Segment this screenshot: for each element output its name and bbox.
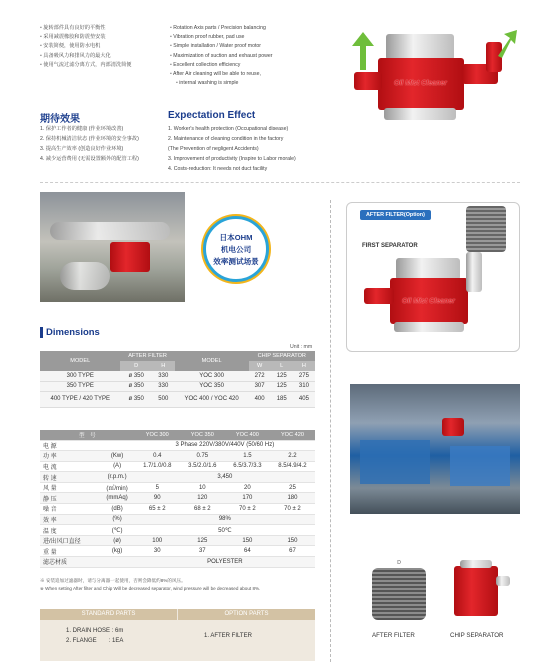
standard-parts (40, 609, 177, 646)
spec-value: 25 (270, 482, 315, 493)
cell: ø 350 (120, 371, 151, 381)
spec-value: 20 (225, 482, 270, 493)
effect-en-item: 1. Worker's health protection (Occupational disease) (168, 126, 289, 132)
feature-en: ▪ Maximization of suction and exhaust power (170, 52, 315, 61)
spec-row (40, 535, 315, 546)
features-cn-list (40, 24, 170, 70)
factory-photo (350, 384, 520, 514)
cell: 272 (249, 371, 271, 381)
hero-brand: Oil Mist Cleaner (394, 80, 447, 87)
hero-base (384, 108, 456, 120)
spec-unit: (㎥/min) (99, 482, 134, 493)
dimensions-table (40, 351, 315, 408)
hero-inlet-pipe (354, 72, 382, 90)
sub-w: W (249, 361, 271, 371)
cell: 400 (249, 391, 271, 407)
spec-row (40, 461, 315, 472)
feature-cn: ▪ 具备吸风力和排风力的最大化 (40, 52, 170, 61)
table-row (40, 371, 315, 381)
spec-unit: (℃) (99, 525, 134, 536)
seal-line: 机电公司 (220, 245, 252, 254)
spec-value: 30 (135, 546, 180, 557)
spec-label: 重 量 (40, 546, 99, 557)
spec-label: 静 压 (40, 493, 99, 504)
col-after-filter: AFTER FILTER (120, 351, 174, 361)
spec-value: 150 (270, 535, 315, 546)
spec-value: 120 (180, 493, 225, 504)
spec-header: YOC 420 (270, 430, 315, 440)
spec-value: 1.5 (225, 451, 270, 462)
effect-en-item: 4. Costs-reduction: It needs not duct facility (168, 166, 268, 172)
sub-h: H (293, 361, 315, 371)
effect-cn-item: 1. 保护工作者的健康 (作业环境改善) (40, 126, 124, 132)
cell: 185 (271, 391, 293, 407)
feature-cn: ▪ 使用气流过滤分离方式，内部清洗简便 (40, 61, 170, 70)
spec-value: 150 (225, 535, 270, 546)
spec-header: YOC 350 (180, 430, 225, 440)
features-en-list (170, 24, 315, 88)
spec-label: 效 率 (40, 514, 99, 525)
spec-value: 2.2 (270, 451, 315, 462)
product-hero-image (350, 20, 520, 140)
column-divider (330, 200, 331, 662)
spec-header: YOC 300 (135, 430, 180, 440)
cell: YOC 350 (175, 381, 249, 391)
spec-value: 70 ± 2 (225, 504, 270, 515)
spec-row (40, 525, 315, 536)
spec-label: 转 速 (40, 472, 99, 483)
spec-value: 170 (225, 493, 270, 504)
option-part: 1. AFTER FILTER (204, 633, 252, 639)
spec-value: 8.5/4.9/4.2 (270, 461, 315, 472)
effect-cn-item: 3. 提高生产效率 (创造良好作业环境) (40, 146, 124, 152)
spec-value: 100 (135, 535, 180, 546)
spec-unit: (mmAq) (99, 493, 134, 504)
dimensions-title: Dimensions (40, 327, 100, 338)
feature-en: ▪ Rotation Axis parts / Precision balancing (170, 24, 315, 33)
feature-en: ▪ Excellent collection efficiency (170, 61, 315, 70)
effect-en-list (168, 124, 296, 174)
table-row (40, 381, 315, 391)
standard-part: 2. FLANGE : 1EA (66, 638, 124, 644)
hero-top-cap (386, 34, 454, 60)
photo-duct (50, 222, 170, 240)
spec-unit (99, 557, 134, 568)
note-cn: ※ 安装追加过滤器时，请与分离器一起使用，否则会降低约8%的风压。 (40, 578, 186, 583)
spec-value: 65 ± 2 (135, 504, 180, 515)
cell: 330 (152, 371, 175, 381)
spec-label: 温 度 (40, 525, 99, 536)
spec-row (40, 504, 315, 515)
standard-part: 1. DRAIN HOSE : 6m (66, 628, 124, 634)
col-model: MODEL (175, 351, 249, 371)
sep-base (394, 322, 464, 332)
spec-value: 67 (270, 546, 315, 557)
chip-separator-caption: CHIP SEPARATOR (450, 632, 504, 639)
feature-en: ▪ Vibration proof rubber, pad use (170, 33, 315, 42)
effect-cn-item: 2. 保持机械清洁状态 (作业环境的安全事故) (40, 136, 139, 142)
spec-label: 滤芯材质 (40, 557, 99, 568)
cell: 125 (271, 381, 293, 391)
feature-cn: ▪ 安装简便，使用防水电机 (40, 42, 170, 51)
spec-unit: (r.p.m.) (99, 472, 134, 483)
spec-label: 进/出风口直径 (40, 535, 99, 546)
spec-value: 6.5/3.7/3.3 (225, 461, 270, 472)
feature-en: ▪ Simple installation / Water proof motor (170, 42, 315, 51)
col-chip-separator: CHIP SEPARATOR (249, 351, 315, 361)
specs-table (40, 430, 315, 568)
effect-cn-item: 4. 减少运营费用 (无需设置额外的配管工程) (40, 156, 139, 162)
cell: YOC 300 (175, 371, 249, 381)
spec-row (40, 546, 315, 557)
photo-machine (360, 440, 430, 484)
spec-value: 37 (180, 546, 225, 557)
cell: 300 TYPE (40, 371, 120, 381)
cell: YOC 400 / YOC 420 (175, 391, 249, 407)
chip-outlet (496, 576, 510, 586)
after-filter-drawing (366, 560, 432, 622)
cell: 275 (293, 371, 315, 381)
spec-unit: (dB) (99, 504, 134, 515)
spec-unit: (Kw) (99, 451, 134, 462)
feature-en: ▪ After Air cleaning will be able to reuse, (170, 70, 315, 79)
photo-unit (442, 418, 464, 436)
parts-box (40, 609, 315, 661)
effect-en-item: 3. Improvement of productivity (Inspire to Labor morale) (168, 156, 296, 162)
spec-label: 功 率 (40, 451, 99, 462)
unit-label: Unit : mm (290, 344, 313, 350)
effect-en-item: (The Prevention of negligent Accidents) (168, 146, 259, 152)
cell: ø 350 (120, 381, 151, 391)
sub-d: D (120, 361, 151, 371)
option-parts-header: OPTION PARTS (178, 609, 315, 620)
after-filter-caption: AFTER FILTER (372, 632, 415, 639)
green-arrow-icon (496, 28, 518, 58)
standard-parts-header: STANDARD PARTS (40, 609, 177, 620)
seal-line: 效率测试场景 (213, 257, 259, 266)
note-en: ※ When setting After filter and Chip Will be decreased separator, wind pressure will be decreased about 8%. (40, 585, 261, 591)
spec-value: 50℃ (135, 525, 315, 536)
spec-row (40, 472, 315, 483)
sep-top (396, 258, 460, 280)
sub-l: L (271, 361, 293, 371)
effect-heading-cn: 期待效果 (40, 114, 80, 125)
spec-label: 电 源 (40, 440, 99, 451)
spec-value: 3,450 (135, 472, 315, 483)
spec-row (40, 451, 315, 462)
photo-hose (60, 262, 110, 290)
feature-cn: ▪ 旋转部件具有良好的平衡性 (40, 24, 170, 33)
cell: ø 350 (120, 391, 151, 407)
spec-row (40, 514, 315, 525)
spec-value: 98% (135, 514, 315, 525)
spec-value: 1.7/1.0/0.8 (135, 461, 180, 472)
spec-unit (99, 440, 134, 451)
spec-value: 5 (135, 482, 180, 493)
dim-d: D (397, 560, 401, 566)
spec-label: 噪 音 (40, 504, 99, 515)
after-filter-tag: AFTER FILTER(Option) (360, 210, 431, 220)
sep-brand: Oil Mist Cleaner (402, 298, 455, 305)
spec-value: 0.4 (135, 451, 180, 462)
effect-cn-list (40, 124, 139, 164)
feature-cn: ▪ 采用减震橡胶和防震垫安装 (40, 33, 170, 42)
spec-label: 风 量 (40, 482, 99, 493)
effect-heading-en: Expectation Effect (168, 110, 256, 121)
spec-value: 180 (270, 493, 315, 504)
spec-label: 电 流 (40, 461, 99, 472)
cell: 405 (293, 391, 315, 407)
chip-top (460, 560, 492, 568)
spec-row (40, 482, 315, 493)
sep-riser (466, 252, 482, 292)
filter-cylinder (372, 568, 426, 620)
photo-machine (450, 446, 510, 486)
photo-unit (110, 242, 150, 272)
sub-h: H (152, 361, 175, 371)
cell: 310 (293, 381, 315, 391)
col-model: MODEL (40, 351, 120, 371)
spec-value: 125 (180, 535, 225, 546)
first-separator-label: FIRST SEPARATOR (362, 243, 418, 249)
cell: 350 TYPE (40, 381, 120, 391)
spec-unit: (A) (99, 461, 134, 472)
cell: 307 (249, 381, 271, 391)
table-row (40, 391, 315, 407)
cell: 125 (271, 371, 293, 381)
green-arrow-icon (350, 30, 376, 70)
installation-photo (40, 192, 185, 302)
spec-value: 10 (180, 482, 225, 493)
sep-inlet (364, 288, 394, 304)
cell: 400 TYPE / 420 TYPE (40, 391, 120, 407)
chip-separator-drawing (440, 556, 520, 622)
spec-row (40, 557, 315, 568)
feature-en: ▪ internal washing is simple (170, 79, 315, 88)
cell: 500 (152, 391, 175, 407)
spec-unit: (%) (99, 514, 134, 525)
chip-body (454, 566, 498, 616)
spec-row (40, 493, 315, 504)
spec-value: 70 ± 2 (270, 504, 315, 515)
after-filter-image (466, 206, 506, 252)
seal-line: 日本OHM (219, 233, 253, 242)
spec-value: 3.5/2.0/1.6 (180, 461, 225, 472)
spec-value: 3 Phase 220V/380V/440V (50/60 Hz) (135, 440, 315, 451)
cell: 330 (152, 381, 175, 391)
section-divider (40, 182, 520, 183)
spec-value: 64 (225, 546, 270, 557)
spec-header: YOC 400 (225, 430, 270, 440)
effect-en-item: 2. Maintenance of cleaning condition in the factory (168, 136, 284, 142)
spec-unit: (kg) (99, 546, 134, 557)
spec-header: 型 号 (40, 430, 135, 440)
option-parts (178, 609, 315, 641)
spec-row (40, 440, 315, 451)
spec-unit: (ø) (99, 535, 134, 546)
spec-value: 0.75 (180, 451, 225, 462)
test-site-seal (203, 216, 269, 282)
spec-value: 68 ± 2 (180, 504, 225, 515)
separator-image (356, 258, 506, 344)
notes (40, 577, 260, 592)
spec-value: POLYESTER (135, 557, 315, 568)
spec-value: 90 (135, 493, 180, 504)
